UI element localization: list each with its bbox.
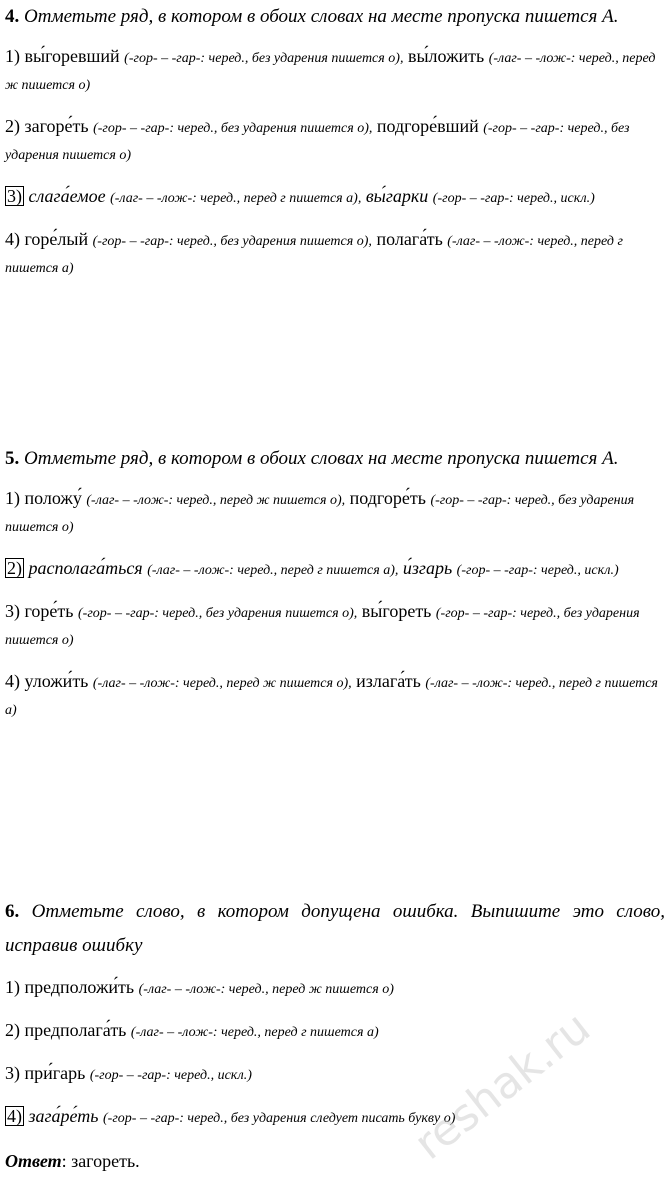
task-5 — [5, 442, 665, 723]
task-5-option-3: 3) горе́ть (-гор- – -гар-: черед., без ударения пишется о), вы́гореть (-гор- – -гар-: черед., без ударения пишется о) — [5, 601, 640, 648]
selected-answer-box: 3) — [7, 186, 22, 206]
task-6-option-2: 2) предполага́ть (-лаг- – -лож-: черед., перед г пишется а) — [5, 1020, 379, 1040]
answer-line: Ответ: загореть. — [5, 1151, 140, 1171]
task-4-option-4: 4) горе́лый (-гор- – -гар-: черед., без ударения пишется о), полага́ть (-лаг- – -лож-: черед., перед г пишется а) — [5, 229, 623, 276]
task-6-option-4: 4) зага́ре́ть (-гор- – -гар-: черед., без ударения следует писать букву о) — [7, 1106, 456, 1126]
task-4-option-3: 3) слага́емое (-лаг- – -лож-: черед., перед г пишется а), вы́гарки (-гор- – -гар-: черед., искл.) — [7, 186, 595, 206]
task-6-question: 6. Отметьте слово, в котором допущена ошибка. Выпишите это слово, исправив ошибку — [5, 901, 665, 956]
task-6 — [5, 895, 665, 1173]
task-4-option-2: 2) загоре́ть (-гор- – -гар-: черед., без ударения пишется о), подгоре́вший (-гор- – -гар-: черед., без ударения пишется о) — [5, 116, 630, 163]
task-6-option-1: 1) предположи́ть (-лаг- – -лож-: черед., перед ж пишется о) — [5, 977, 394, 997]
task-5-question: 5. Отметьте ряд, в котором в обоих словах на месте пропуска пишется А. — [5, 448, 619, 469]
task-5-option-1: 1) положу́ (-лаг- – -лож-: черед., перед ж пишется о), подгоре́ть (-гор- – -гар-: черед., без ударения пишется о) — [5, 488, 635, 535]
task-4-question: 4. Отметьте ряд, в котором в обоих словах на месте пропуска пишется А. — [5, 6, 619, 27]
selected-answer-box: 2) — [7, 558, 22, 578]
task-6-option-3: 3) при́гарь (-гор- – -гар-: черед., искл.) — [5, 1063, 252, 1083]
selected-answer-box: 4) — [7, 1106, 22, 1126]
task-5-option-4: 4) уложи́ть (-лаг- – -лож-: черед., перед ж пишется о), излага́ть (-лаг- – -лож-: черед., перед г пишется а) — [5, 671, 658, 718]
task-4 — [5, 0, 665, 281]
watermark: reshak.ru — [405, 1001, 600, 1170]
task-4-option-1: 1) вы́горевший (-гор- – -гар-: черед., без ударения пишется о), вы́ложить (-лаг- – -лож-: черед., перед ж пишется о) — [5, 46, 656, 93]
task-5-option-2: 2) располага́ться (-лаг- – -лож-: черед., перед г пишется а), и́згарь (-гор- – -гар-: черед., искл.) — [7, 558, 619, 578]
